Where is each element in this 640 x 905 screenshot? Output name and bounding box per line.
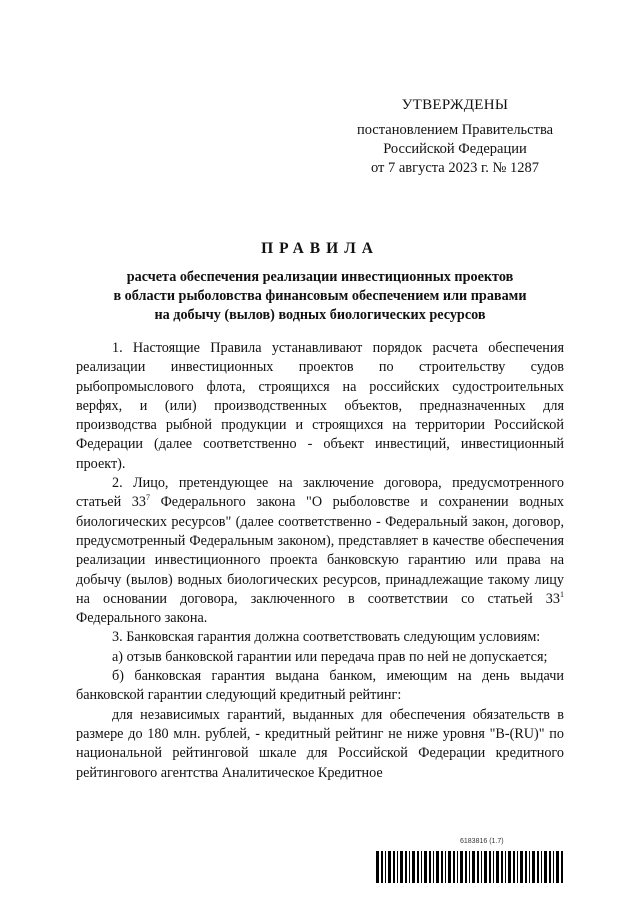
paragraph-2-part-b: Федерального закона "О рыболовстве и сохранении водных биологических ресурсов" (далее соответственно - Федеральный закон, договор, предусмотренный Федеральным законом), представляет в качестве обеспечения реализации инвестиционного проекта банковскую гарантию или права на добычу (вылов) водных биологических ресурсов, принадлежащие такому лицу на основании договора, заключенного в соответствии со статьей 33 [76, 494, 564, 607]
superscript-7: 7 [145, 493, 150, 503]
paragraph-1: 1. Настоящие Правила устанавливают порядок расчета обеспечения реализации инвестиционных проектов по строительству судов рыбопромыслового флота, строящихся на российских судостроительных верфях, и (или) производственных объектов, предназначенных для производства рыбной продукции и строящихся на территории Российской Федерации (далее соответственно - объект инвестиций, инвестиционный проект). [76, 340, 564, 472]
barcode-number: 6183816 (1.7) [460, 838, 504, 845]
approval-line-2: Российской Федерации [383, 141, 527, 157]
paragraph-rating: для независимых гарантий, выданных для обеспечения обязательств в размере до 180 млн. рублей, - кредитный рейтинг не ниже уровня "B-(RU)" по национальной рейтинговой шкале для Российской Федерации кредитного рейтингового агентства Аналитическое Кредитное [76, 706, 564, 781]
approval-line-3: от 7 августа 2023 г. № 1287 [370, 160, 540, 176]
paragraph-3a: а) отзыв банковской гарантии или передача прав по ней не допускается; [112, 648, 548, 665]
paragraph-3b: б) банковская гарантия выдана банком, имеющим на день выдачи банковской гарантии следующий кредитный рейтинг: [76, 668, 564, 704]
subtitle-line-3: на добычу (вылов) водных биологических ресурсов [154, 307, 486, 323]
document-body [76, 339, 564, 783]
approval-heading: УТВЕРЖДЕНЫ [401, 97, 509, 113]
subtitle-line-2: в области рыболовства финансовым обеспечением или правами [113, 288, 527, 304]
superscript-1: 1 [560, 589, 564, 599]
paragraph-3: 3. Банковская гарантия должна соответствовать следующим условиям: [112, 629, 541, 646]
paragraph-2 [76, 474, 564, 628]
approval-line-1: постановлением Правительства [356, 122, 554, 138]
barcode-icon [376, 842, 564, 884]
approval-stamp [340, 96, 570, 178]
document-subtitle [78, 268, 562, 325]
barcode-graphic [376, 851, 564, 883]
paragraph-2-part-a: 2. Лицо, претендующее на заключение договора, предусмотренного статьей 33 [76, 475, 564, 511]
document-title: ПРАВИЛА [261, 240, 379, 257]
subtitle-line-1: расчета обеспечения реализации инвестиционных проектов [126, 269, 514, 285]
paragraph-2-part-c: Федерального закона. [76, 610, 208, 627]
